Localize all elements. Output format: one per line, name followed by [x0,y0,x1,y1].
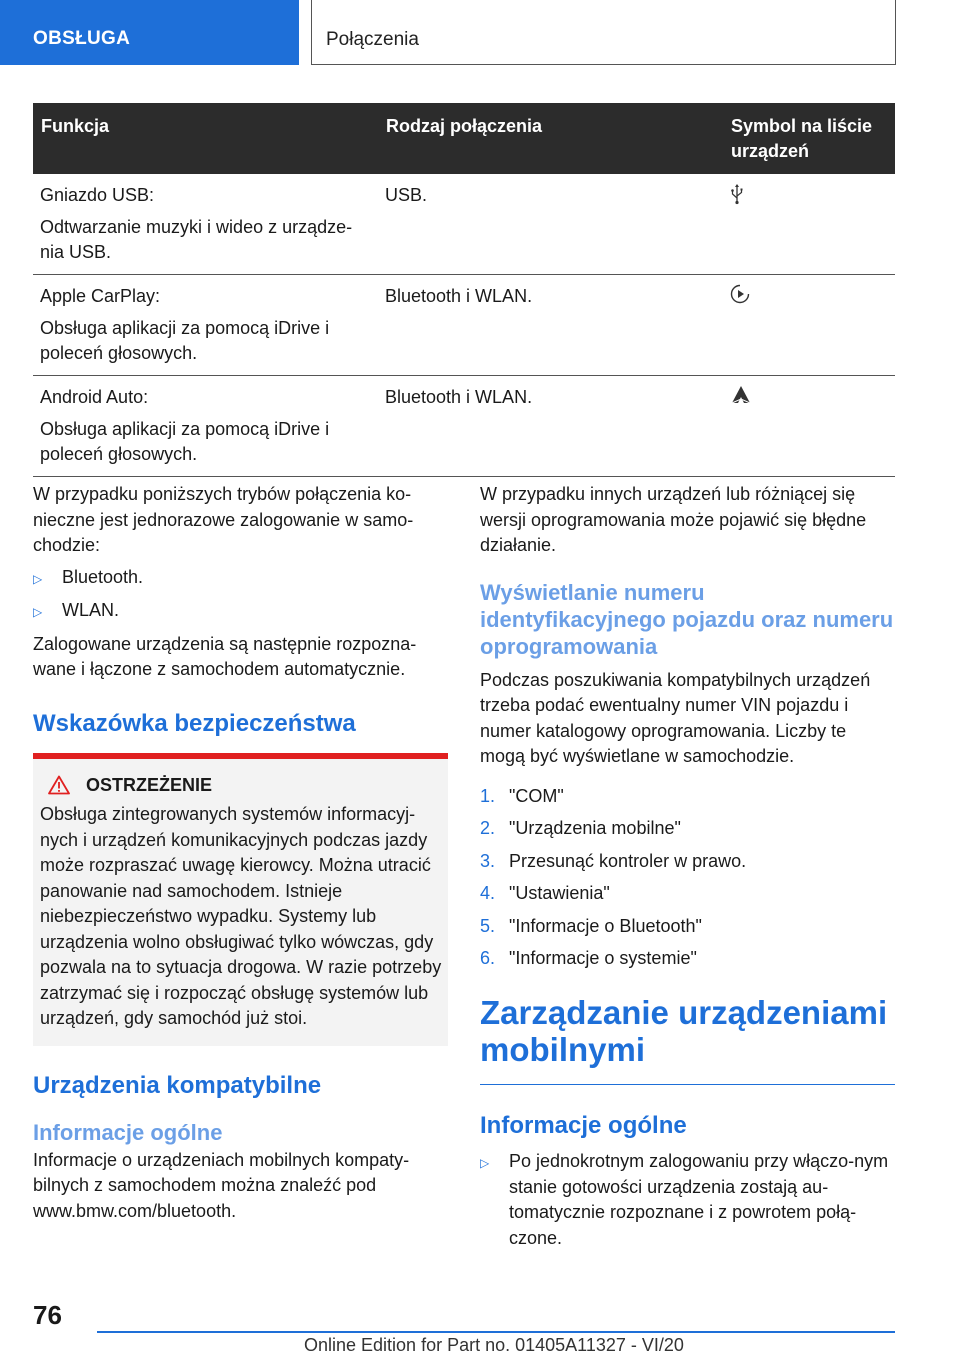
vin-heading: Wyświetlanie numeru identyfikacyjnego pojazdu oraz numeru oprogramowania [480,579,894,659]
warning-text: Obsługa zintegrowanych systemów informacyj-nych i urządzeń komunikacyjnych podczas jazdy może rozpraszać uwagę kierowcy. Można utracić panowanie nad samochodem. Istnieje niebezpieczeństwo wypadku. Systemy lub urządzenia wolno obsługiwać tylko wówczas, gdy pozwala na to sytuacja drogowa. W razie potrzeby zatrzymać się i rozpocząć obsługę systemów lub urządzeń, gdy samochód już stoi. [40,804,442,1028]
column-header: Rodzaj połączenia [378,103,723,174]
table-row [33,376,895,477]
step-text: "Urządzenia mobilne" [509,818,681,838]
step-text: Przesunąć kontroler w prawo. [509,850,747,871]
step-text: "Ustawienia" [509,883,610,903]
compat-subheading: Informacje ogólne [33,1119,223,1145]
warning-title [40,773,442,799]
step-number: 2. [480,818,496,838]
step-number: 1. [480,785,496,806]
list-item [480,914,895,940]
list-item [33,565,448,593]
step-number: 6. [480,948,496,968]
list-item [480,816,895,842]
triangle-bullet-icon: ▷ [480,1156,490,1170]
step-number: 3. [480,850,496,871]
section-tab [0,0,299,65]
compat-paragraph: Informacje o urządzeniach mobilnych kompaty-bilnych z samochodem można znaleźć pod www.bmw.com/bluetooth. [33,1149,410,1221]
list-item [33,598,448,626]
list-item [480,1149,895,1251]
page-header-title: Połączenia [326,29,419,50]
triangle-bullet-icon: ▷ [33,605,43,619]
carplay-icon [730,284,750,304]
mgmt-heading: Zarządzanie urządzeniami mobilnymi [480,993,888,1068]
connection-cell: USB. [378,174,723,275]
warning-box [33,759,448,1046]
section-label: OBSŁUGA [33,28,131,49]
intro-paragraph: W przypadku poniższych trybów połączenia ko-nieczne jest jednorazowe zalogowanie w samo-chodzie: [33,484,414,555]
connection-cell: Bluetooth i WLAN. [378,275,723,376]
list-item [480,784,895,810]
list-item [480,849,895,875]
warning-title-text: OSTRZEŻENIE [86,774,213,795]
function-table [33,103,895,477]
list-item-text: Po jednokrotnym zalogowaniu przy włączo-nym stanie gotowości urządzenia zostają au-tomatycznie rozpoznane i z powrotem połą-czone. [509,1151,889,1248]
step-text: "Informacje o systemie" [509,948,697,968]
step-text: "COM" [509,785,564,806]
intro-paragraph: W przypadku innych urządzeń lub różniącej się wersji oprogramowania może pojawić się błędne działanie. [480,484,867,555]
list-item-text: WLAN. [62,600,120,620]
compat-heading: Urządzenia kompatybilne [33,1071,322,1099]
step-text: "Informacje o Bluetooth" [509,915,702,936]
list-item [480,946,895,972]
safety-heading: Wskazówka bezpieczeństwa [33,709,356,737]
vin-paragraph: Podczas poszukiwania kompatybilnych urządzeń trzeba podać ewentualny numer VIN pojazdu i numer katalogowy oprogramowania. Liczby te mogą być wyświetlane w samochodzie. [480,669,871,766]
triangle-bullet-icon: ▷ [33,571,43,586]
left-column [33,482,448,1230]
function-cell [33,174,378,275]
symbol-cell [723,174,895,275]
usb-icon [730,183,744,205]
android-auto-icon [730,385,752,405]
footer-rule [97,1331,895,1333]
function-desc: Odtwarzanie muzyki i wideo z urządze-nia USB. [40,217,353,262]
table-row [33,174,895,275]
table-header-row [33,103,895,174]
heading-rule [480,1084,895,1086]
general-heading: Informacje ogólne [480,1112,687,1139]
list-item [480,881,895,907]
column-header: Funkcja [33,103,378,174]
right-column [480,482,895,1257]
step-number: 5. [480,915,496,936]
page-number: 76 [33,1300,62,1330]
step-number: 4. [480,883,496,903]
symbol-cell [723,376,895,477]
table-row [33,275,895,376]
function-title: Apple CarPlay: [40,286,161,306]
symbol-cell [723,275,895,376]
function-cell [33,376,378,477]
function-desc: Obsługa aplikacji za pomocą iDrive i poleceń głosowych. [40,419,330,464]
list-item-text: Bluetooth. [62,566,144,587]
function-cell [33,275,378,376]
function-desc: Obsługa aplikacji za pomocą iDrive i poleceń głosowych. [40,318,330,363]
page-header [311,0,896,65]
footer-text: Online Edition for Part no. 01405A11327 - VI/20 [304,1335,684,1355]
function-title: Gniazdo USB: [40,185,155,205]
column-header: Symbol na liście urządzeń [723,103,895,174]
function-title: Android Auto: [40,387,149,407]
warning-triangle-icon [48,775,70,795]
connection-cell: Bluetooth i WLAN. [378,376,723,477]
after-paragraph: Zalogowane urządzenia są następnie rozpozna-wane i łączone z samochodem automatycznie. [33,633,417,679]
